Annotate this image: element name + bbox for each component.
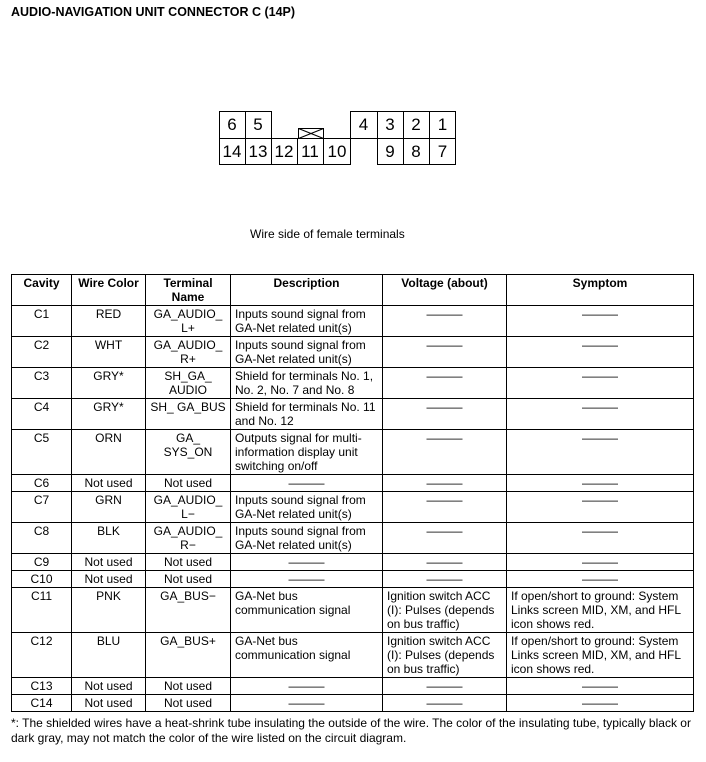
cell-wire-color: GRY* bbox=[72, 368, 146, 399]
header-symptom: Symptom bbox=[507, 275, 694, 306]
cell-voltage: ——— bbox=[383, 399, 507, 430]
cell-description: GA-Net bus communication signal bbox=[231, 588, 383, 633]
cell-wire-color: RED bbox=[72, 306, 146, 337]
cell-description: ——— bbox=[231, 475, 383, 492]
cell-terminal-name: GA_BUS+ bbox=[146, 633, 231, 678]
cell-voltage: Ignition switch ACC (I): Pulses (depends on bus traffic) bbox=[383, 588, 507, 633]
table-row bbox=[12, 306, 694, 337]
cell-cavity: C9 bbox=[12, 554, 72, 571]
cell-terminal-name: Not used bbox=[146, 678, 231, 695]
cell-cavity: C5 bbox=[12, 430, 72, 475]
table-row bbox=[12, 678, 694, 695]
cell-voltage: ——— bbox=[383, 475, 507, 492]
cell-symptom: ——— bbox=[507, 430, 694, 475]
cell-voltage: ——— bbox=[383, 368, 507, 399]
cell-voltage: ——— bbox=[383, 430, 507, 475]
cell-terminal-name: GA_AUDIO_ L+ bbox=[146, 306, 231, 337]
table-row bbox=[12, 430, 694, 475]
cell-symptom: If open/short to ground: System Links screen MID, XM, and HFL icon shows red. bbox=[507, 588, 694, 633]
cell-wire-color: GRN bbox=[72, 492, 146, 523]
cell-description: ——— bbox=[231, 678, 383, 695]
pin-label: 14 bbox=[222, 142, 242, 161]
pin-label: 12 bbox=[274, 142, 294, 161]
cell-cavity: C6 bbox=[12, 475, 72, 492]
cell-symptom: ——— bbox=[507, 678, 694, 695]
cell-cavity: C10 bbox=[12, 571, 72, 588]
table-row bbox=[12, 633, 694, 678]
table-row bbox=[12, 554, 694, 571]
header-cavity: Cavity bbox=[12, 275, 72, 306]
terminal-table bbox=[11, 274, 694, 712]
cell-voltage: ——— bbox=[383, 554, 507, 571]
cell-symptom: ——— bbox=[507, 571, 694, 588]
cell-symptom: If open/short to ground: System Links screen MID, XM, and HFL icon shows red. bbox=[507, 633, 694, 678]
cell-description: Inputs sound signal from GA-Net related unit(s) bbox=[231, 306, 383, 337]
cell-cavity: C1 bbox=[12, 306, 72, 337]
cell-wire-color: GRY* bbox=[72, 399, 146, 430]
cell-terminal-name: Not used bbox=[146, 475, 231, 492]
pin-label: 8 bbox=[411, 142, 421, 161]
cell-wire-color: WHT bbox=[72, 337, 146, 368]
cell-cavity: C7 bbox=[12, 492, 72, 523]
table-header-row bbox=[12, 275, 694, 306]
cell-cavity: C11 bbox=[12, 588, 72, 633]
cell-voltage: ——— bbox=[383, 695, 507, 712]
cell-terminal-name: Not used bbox=[146, 695, 231, 712]
cell-terminal-name: GA_BUS− bbox=[146, 588, 231, 633]
cell-wire-color: BLK bbox=[72, 523, 146, 554]
pin-label: 9 bbox=[385, 142, 395, 161]
pin-label: 13 bbox=[248, 142, 268, 161]
cell-symptom: ——— bbox=[507, 399, 694, 430]
page-title: AUDIO-NAVIGATION UNIT CONNECTOR C (14P) bbox=[11, 5, 296, 19]
cell-voltage: ——— bbox=[383, 571, 507, 588]
cell-wire-color: Not used bbox=[72, 571, 146, 588]
cell-voltage: ——— bbox=[383, 678, 507, 695]
table-row bbox=[12, 337, 694, 368]
cell-wire-color: Not used bbox=[72, 678, 146, 695]
cell-symptom: ——— bbox=[507, 337, 694, 368]
table-row bbox=[12, 492, 694, 523]
cell-terminal-name: Not used bbox=[146, 554, 231, 571]
cell-voltage: Ignition switch ACC (I): Pulses (depends on bus traffic) bbox=[383, 633, 507, 678]
cell-terminal-name: Not used bbox=[146, 571, 231, 588]
cell-wire-color: Not used bbox=[72, 475, 146, 492]
cell-symptom: ——— bbox=[507, 523, 694, 554]
cell-wire-color: Not used bbox=[72, 695, 146, 712]
footnote: *: The shielded wires have a heat-shrink tube insulating the outside of the wire. The color of the insulating tube, typically black or dark gray, may not match the color of the wire listed on the circuit diagram. bbox=[11, 716, 691, 745]
table-row bbox=[12, 399, 694, 430]
header-wire-color: Wire Color bbox=[72, 275, 146, 306]
cell-description: Shield for terminals No. 11 and No. 12 bbox=[231, 399, 383, 430]
cell-wire-color: PNK bbox=[72, 588, 146, 633]
cell-terminal-name: GA_AUDIO_ R− bbox=[146, 523, 231, 554]
cell-terminal-name: SH_GA_ AUDIO bbox=[146, 368, 231, 399]
table-row bbox=[12, 368, 694, 399]
header-terminal-name: Terminal Name bbox=[146, 275, 231, 306]
cell-symptom: ——— bbox=[507, 492, 694, 523]
table-row bbox=[12, 475, 694, 492]
cell-description: ——— bbox=[231, 695, 383, 712]
table-row bbox=[12, 571, 694, 588]
pin-label: 10 bbox=[327, 142, 347, 161]
cell-description: Outputs signal for multi-information display unit switching on/off bbox=[231, 430, 383, 475]
cell-voltage: ——— bbox=[383, 337, 507, 368]
cell-description: GA-Net bus communication signal bbox=[231, 633, 383, 678]
cell-description: Inputs sound signal from GA-Net related unit(s) bbox=[231, 337, 383, 368]
cell-symptom: ——— bbox=[507, 475, 694, 492]
cell-terminal-name: GA_ SYS_ON bbox=[146, 430, 231, 475]
cell-description: Inputs sound signal from GA-Net related unit(s) bbox=[231, 492, 383, 523]
connector-caption: Wire side of female terminals bbox=[250, 227, 405, 241]
table-body bbox=[12, 306, 694, 712]
cell-description: Shield for terminals No. 1, No. 2, No. 7 and No. 8 bbox=[231, 368, 383, 399]
cell-symptom: ——— bbox=[507, 368, 694, 399]
pin-label: 11 bbox=[301, 142, 319, 161]
cell-wire-color: Not used bbox=[72, 554, 146, 571]
cell-description: ——— bbox=[231, 571, 383, 588]
cell-symptom: ——— bbox=[507, 695, 694, 712]
cell-voltage: ——— bbox=[383, 306, 507, 337]
pin-label: 4 bbox=[358, 115, 369, 134]
table-row bbox=[12, 523, 694, 554]
cell-cavity: C4 bbox=[12, 399, 72, 430]
cell-cavity: C14 bbox=[12, 695, 72, 712]
pin-label: 2 bbox=[411, 115, 421, 134]
table-row bbox=[12, 695, 694, 712]
cell-cavity: C13 bbox=[12, 678, 72, 695]
lock-tab-icon bbox=[298, 128, 324, 140]
cell-terminal-name: GA_AUDIO_ R+ bbox=[146, 337, 231, 368]
pin-label: 6 bbox=[227, 115, 237, 134]
cell-voltage: ——— bbox=[383, 492, 507, 523]
cell-wire-color: ORN bbox=[72, 430, 146, 475]
cell-cavity: C3 bbox=[12, 368, 72, 399]
pin-label: 7 bbox=[437, 142, 448, 161]
table-row bbox=[12, 588, 694, 633]
cell-wire-color: BLU bbox=[72, 633, 146, 678]
cell-cavity: C2 bbox=[12, 337, 72, 368]
cell-cavity: C12 bbox=[12, 633, 72, 678]
cell-symptom: ——— bbox=[507, 306, 694, 337]
header-description: Description bbox=[231, 275, 383, 306]
cell-terminal-name: SH_ GA_BUS bbox=[146, 399, 231, 430]
pin-label: 3 bbox=[385, 115, 395, 134]
pin-label: 5 bbox=[253, 115, 263, 134]
cell-voltage: ——— bbox=[383, 523, 507, 554]
pin-label: 1 bbox=[437, 115, 448, 134]
cell-symptom: ——— bbox=[507, 554, 694, 571]
header-voltage: Voltage (about) bbox=[383, 275, 507, 306]
cell-cavity: C8 bbox=[12, 523, 72, 554]
cell-terminal-name: GA_AUDIO_ L− bbox=[146, 492, 231, 523]
cell-description: ——— bbox=[231, 554, 383, 571]
cell-description: Inputs sound signal from GA-Net related unit(s) bbox=[231, 523, 383, 554]
